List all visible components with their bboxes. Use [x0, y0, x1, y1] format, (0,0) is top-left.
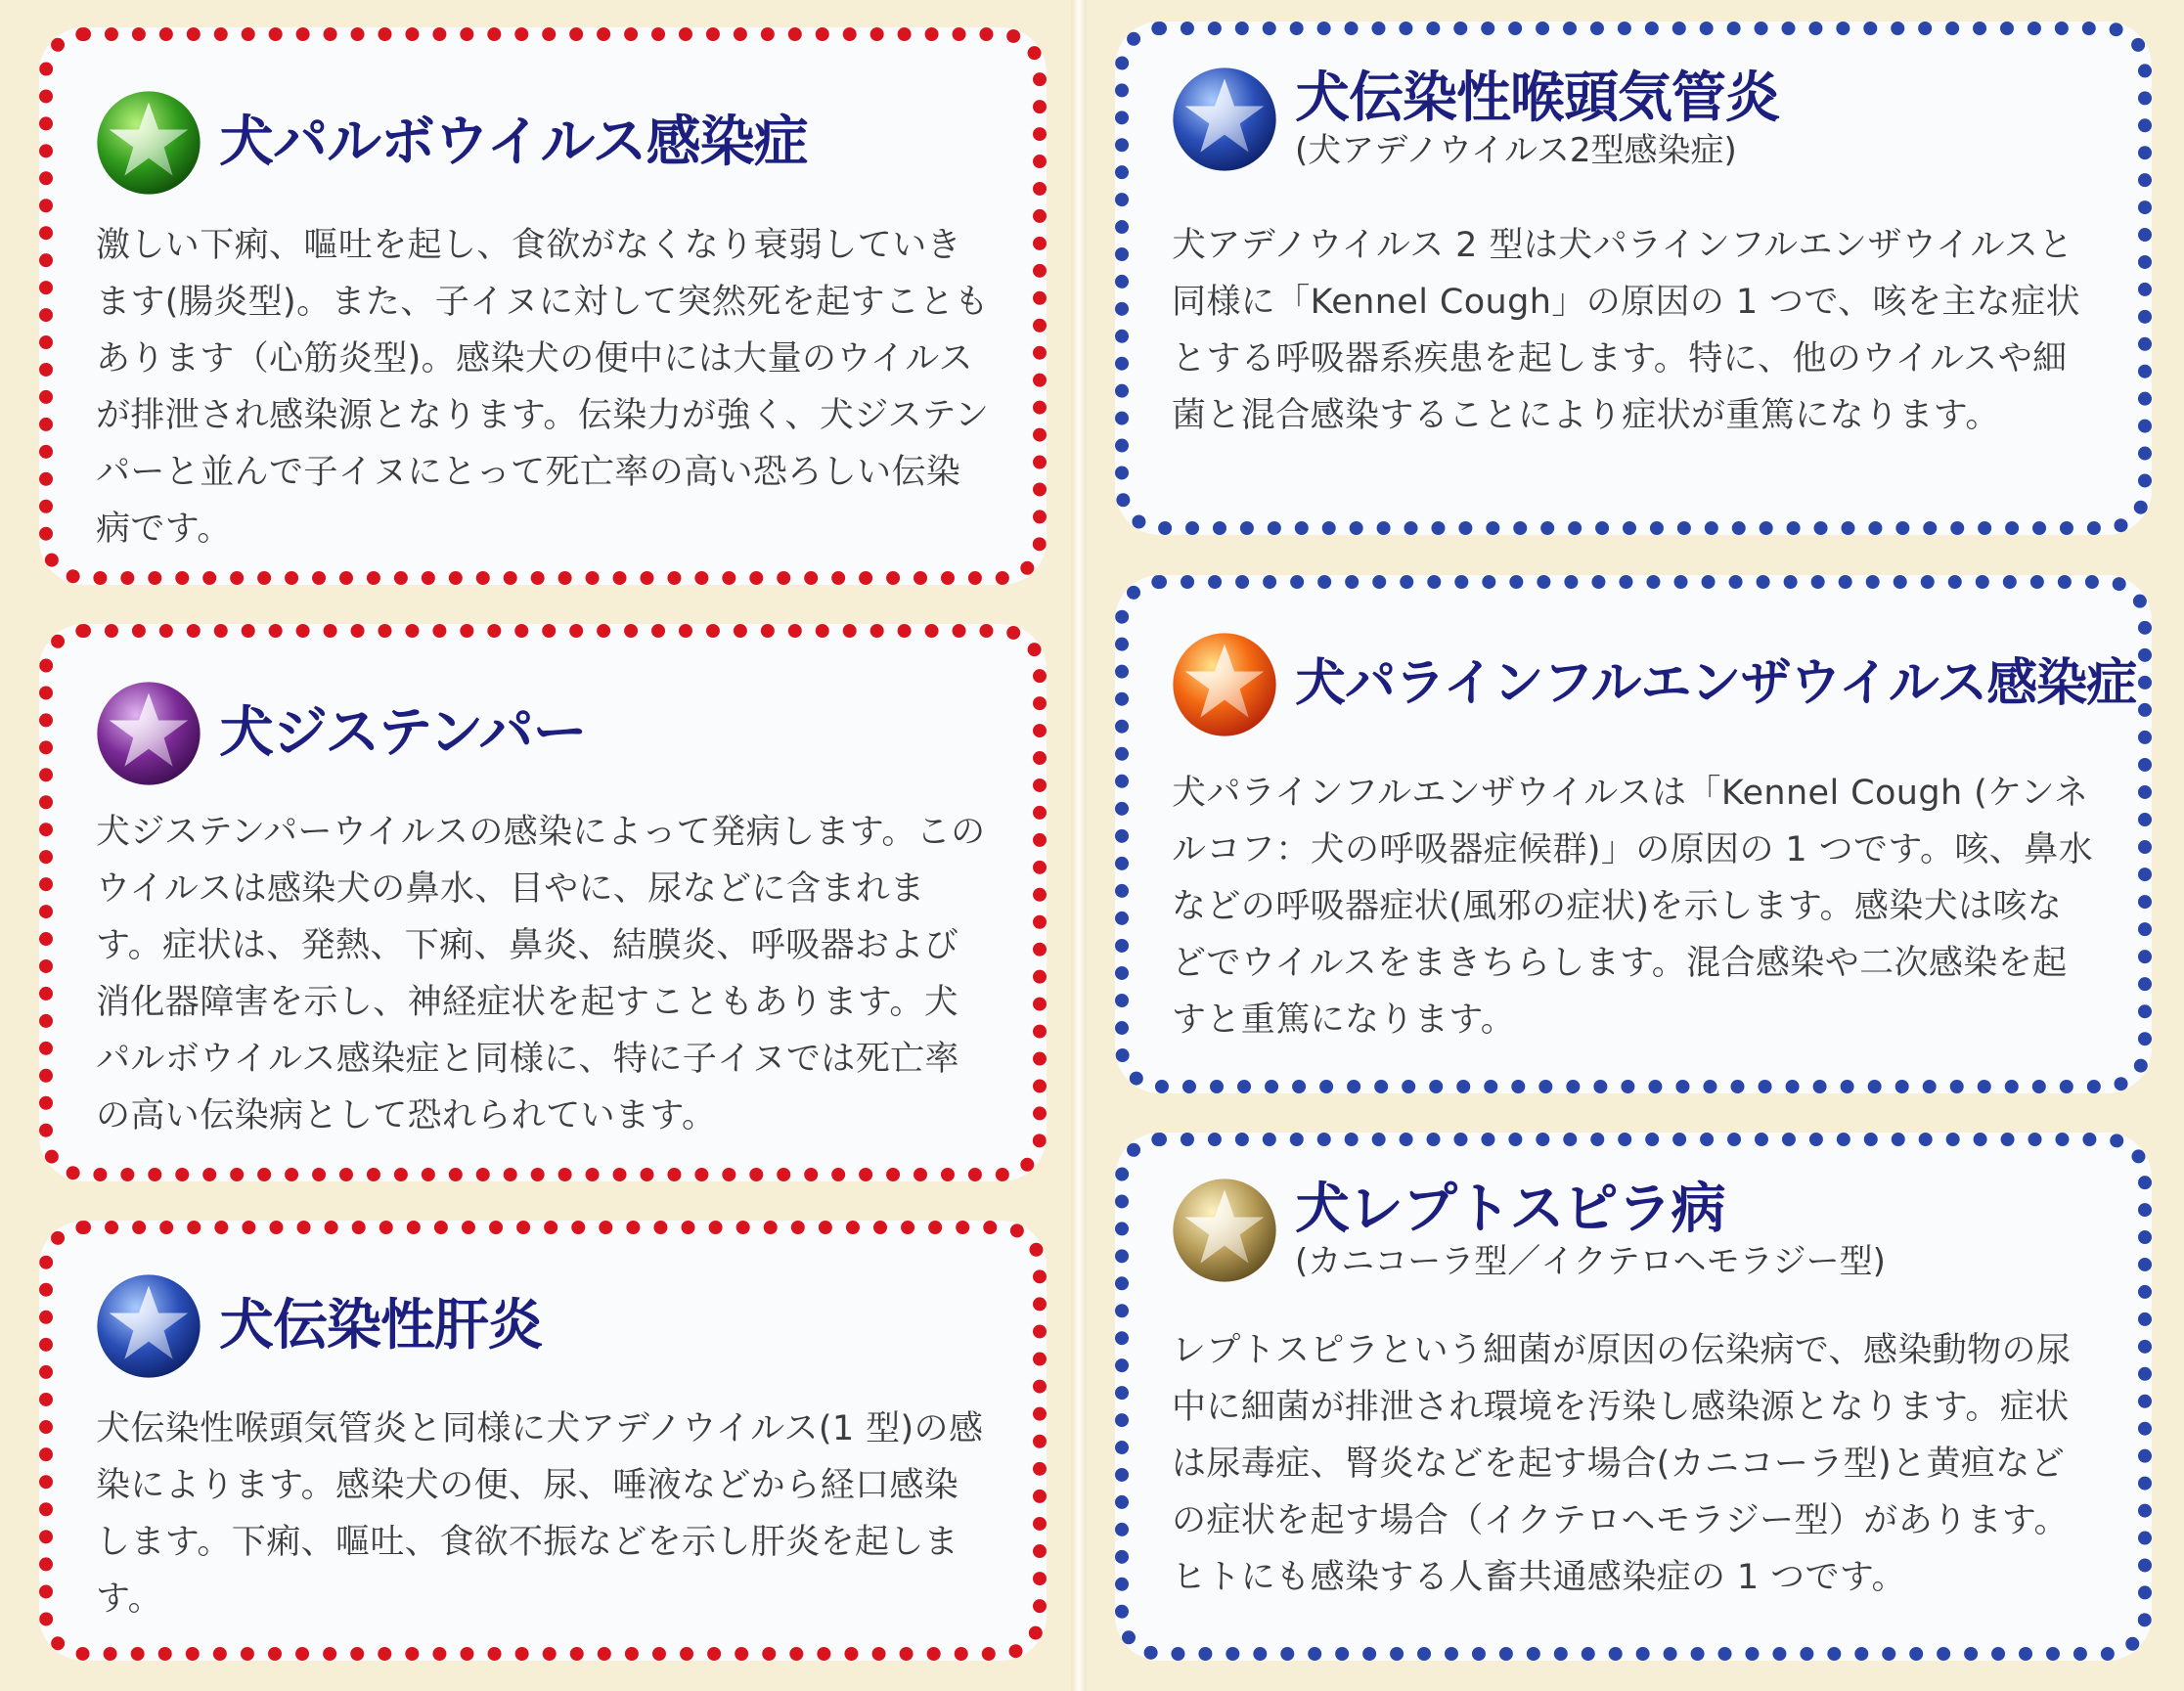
card-title: 犬レプトスピラ病 — [1295, 1178, 1725, 1242]
card-subtitle: (犬アデノウイルス2型感染症) — [1295, 130, 1737, 170]
card-header — [1170, 65, 1779, 174]
blue-star-icon — [94, 1271, 203, 1381]
card-leptospirosis — [1115, 1133, 2152, 1661]
card-header — [94, 88, 808, 198]
card-infectious-hepatitis — [39, 1221, 1047, 1661]
gold-star-icon — [1170, 1176, 1279, 1285]
card-laryngotracheitis — [1115, 22, 2152, 535]
card-parvovirus — [39, 27, 1047, 585]
card-distemper — [39, 624, 1047, 1181]
card-title: 犬伝染性肝炎 — [219, 1293, 542, 1357]
card-subtitle: (カニコーラ型／イクテロヘモラジー型) — [1295, 1241, 1886, 1281]
card-header — [1170, 630, 2136, 739]
card-body: 犬伝染性喉頭気管炎と同様に犬アデノウイルス(1 型)の感染によります。感染犬の便、尿、唾液などから経口感染します。下痢、嘔吐、食欲不振などを示し肝炎を起します。 — [96, 1409, 984, 1619]
card-body: レプトスピラという細菌が原因の伝染病で、感染動物の尿中に細菌が排泄され環境を汚染し感染源となります。症状は尿毒症、腎炎などを起す場合(カニコーラ型)と黄疸などの症状を起す場合（イクテロヘモラジー型）があります。ヒトにも感染する人畜共通感染症の 1 つです。 — [1172, 1331, 2072, 1597]
card-header — [94, 679, 586, 788]
card-body: 犬アデノウイルス 2 型は犬パラインフルエンザウイルスと同様に「Kennel Cough」の原因の 1 つで、咳を主な症状とする呼吸器系疾患を起します。特に、他のウイルスや細菌と混合感染することにより症状が重篤になります。 — [1172, 226, 2080, 435]
orange-star-icon — [1170, 630, 1279, 739]
green-star-icon — [94, 88, 203, 198]
card-body: 犬ジステンパーウイルスの感染によって発病します。このウイルスは感染犬の鼻水、目やに、尿などに含まれます。症状は、発熱、下痢、鼻炎、結膜炎、呼吸器および消化器障害を示し、神経症状を起すこともあります。犬パルボウイルス感染症と同様に、特に子イヌでは死亡率の高い伝染病として恐れられています。 — [96, 813, 986, 1135]
page-gutter — [1071, 0, 1087, 1691]
purple-star-icon — [94, 679, 203, 788]
card-parainfluenza — [1115, 575, 2152, 1093]
card-title: 犬ジステンパー — [219, 700, 587, 765]
card-title: 犬パラインフルエンザウイルス感染症 — [1295, 654, 2137, 714]
card-header — [94, 1271, 542, 1381]
card-body: 犬パラインフルエンザウイルスは「Kennel Cough (ケンネルコフ：犬の呼吸器症候群)」の原因の 1 つです。咳、鼻水などの呼吸器症状(風邪の症状)を示します。感染犬は咳などでウイルスをまきちらします。混合感染や二次感染を起すと重篤になります。 — [1172, 774, 2093, 1040]
blue-star-icon — [1170, 65, 1279, 174]
card-body: 激しい下痢、嘔吐を起し、食欲がなくなり衰弱していきます(腸炎型)。また、子イヌに対して突然死を起すこともあります（心筋炎型)。感染犬の便中には大量のウイルスが排泄され感染源となります。伝染力が強く、犬ジステンパーと並んで子イヌにとって死亡率の高い恐ろしい伝染病です。 — [96, 226, 990, 549]
card-title: 犬伝染性喉頭気管炎 — [1295, 67, 1779, 131]
card-title: 犬パルボウイルス感染症 — [219, 110, 808, 174]
card-header — [1170, 1176, 1886, 1285]
